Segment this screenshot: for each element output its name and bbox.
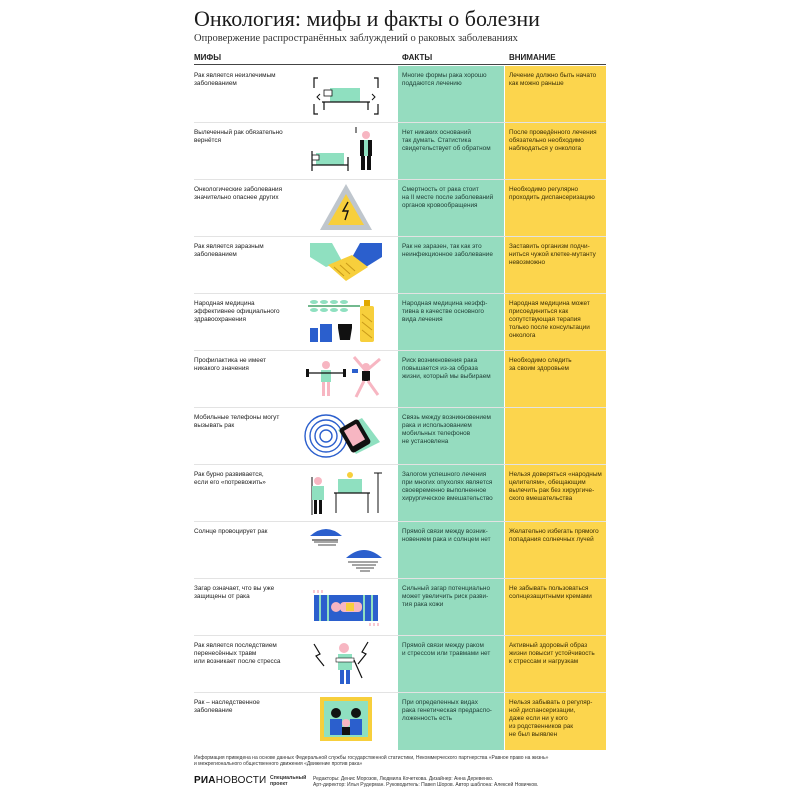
table-row [194,693,606,750]
myth-text: Солнце провоцирует рак [194,528,268,535]
warning-text: Заставить организм подчи- ниться чужой клетке-мутанту невозможно [509,243,596,266]
fact-text: Прямой связи между раком и стрессом или травмами нет [402,642,491,657]
warning-text: Желательно избегать прямого попадания солнечных лучей [509,528,599,543]
table-row [194,294,606,351]
myth-text: Рак является неизлечимым заболеванием [194,72,276,87]
page-title: Онкология: мифы и факты о болезни [194,6,540,31]
table-row [194,237,606,294]
injury-stress-icon [298,636,394,693]
myth-text: Онкологические заболевания значительно опаснее других [194,186,283,201]
source-note: Информация приведена на основе данных Федеральной службы государственной статистики, Некоммерческого партнерства «Равное право на жизнь» и межрегионального общественного движения «Движение против рака» [194,755,549,767]
fact-text: Риск возникновения рака повышается из-за образа жизни, который мы выбираем [402,357,491,380]
mobile-phone-icon [298,408,394,465]
fact-text: Рак не заразен, так как это неинфекционное заболевание [402,243,493,258]
sun-clouds-icon [298,522,394,579]
exercise-icon [298,351,394,408]
credits: Редакторы: Денис Морозов, Людмила Кочеткова. Дизайнер: Анна Деревенко. Арт-директор: Илья Рудерман. Руководитель: Павел Шоров. Автор шаблона: Алексей Новичков. [313,776,539,788]
myth-text: Рак – наследственное заболевание [194,699,260,714]
myth-text: Рак является заразным заболеванием [194,243,264,258]
ria-novosti-logo [194,775,266,786]
warning-text: Активный здоровый образ жизни повысит устойчивость к стрессам и нагрузкам [509,642,595,665]
table-row [194,123,606,180]
fact-text: Связь между возникновением рака и использованием мобильных телефонов не установлена [402,414,491,445]
warning-text: Необходимо регулярно проходить диспансеризацию [509,186,595,201]
myth-text: Рак является последствием перенесённых травм или возникает после стресса [194,642,281,665]
warning-text: Необходимо следить за своим здоровьем [509,357,572,372]
warning-text: Лечение должно быть начато как можно раньше [509,72,597,87]
handshake-icon [298,237,394,294]
logo-ria-bold: РИА [194,775,216,786]
warning-text: Нельзя забывать о регуляр- ной диспансеризации, даже если ни у кого из родственников рак не был выявлен [509,699,593,738]
column-header-myths: МИФЫ [194,53,222,62]
folk-medicine-icon [298,294,394,351]
special-project-logo: Специальный проект [270,775,307,787]
fact-text: Смертность от рака стоит на II месте после заболеваний органов кровообращения [402,186,494,209]
table-row [194,636,606,693]
warning-text: Народная медицина может присоединиться как сопутствующая терапия только после консультации онколога [509,300,590,339]
fact-text: Залогом успешного лечения при многих опухолях является своевременно выполненное хирургическое вмешательство [402,471,493,502]
hospital-bed-icon [298,66,394,123]
page-subtitle: Опровержение распространённых заблуждений о раковых заболеваниях [194,33,518,44]
table-row [194,465,606,522]
myth-text: Мобильные телефоны могут вызывать рак [194,414,280,429]
table-row [194,180,606,237]
myth-text: Народная медицина эффективнее официального здравоохранения [194,300,280,323]
table-row [194,579,606,636]
logo-ria-thin: НОВОСТИ [215,775,267,786]
family-portrait-icon [298,693,394,750]
warning-triangle-icon [298,180,394,237]
fact-text: Народная медицина неэфф- тивна в качестве основного вида лечения [402,300,488,323]
table-row [194,66,606,123]
warning-text: Не забывать пользоваться солнцезащитными кремами [509,585,592,600]
fact-text: Сильный загар потенциально может увеличить риск разви- тия рака кожи [402,585,491,608]
warning-text: Нельзя доверяться «народным целителям», обещающим вылечить рак без хирургиче- ского вмешательства [509,471,602,502]
bed-and-doctor-icon [298,123,394,180]
sunbathing-icon [298,579,394,636]
surgery-icon [298,465,394,522]
fact-text: Прямой связи между возник- новением рака и солнцем нет [402,528,491,543]
fact-text: При определенных видах рака генетическая предраспо- ложенность есть [402,699,492,722]
column-header-warning: ВНИМАНИЕ [509,53,556,62]
fact-text: Многие формы рака хорошо поддаются лечению [402,72,487,87]
fact-text: Нет никаких оснований так думать. Статистика свидетельствует об обратном [402,129,491,152]
myth-text: Рак бурно развивается, если его «потревожить» [194,471,266,486]
myth-text: Загар означает, что вы уже защищены от рака [194,585,275,600]
column-header-facts: ФАКТЫ [402,53,433,62]
myth-text: Профилактика не имеет никакого значения [194,357,267,372]
table-row [194,351,606,408]
table-row [194,522,606,579]
myth-text: Вылеченный рак обязательно вернётся [194,129,283,144]
header-divider [194,64,606,65]
warning-text: После проведённого лечения обязательно необходимо наблюдаться у онколога [509,129,597,152]
table-row [194,408,606,465]
